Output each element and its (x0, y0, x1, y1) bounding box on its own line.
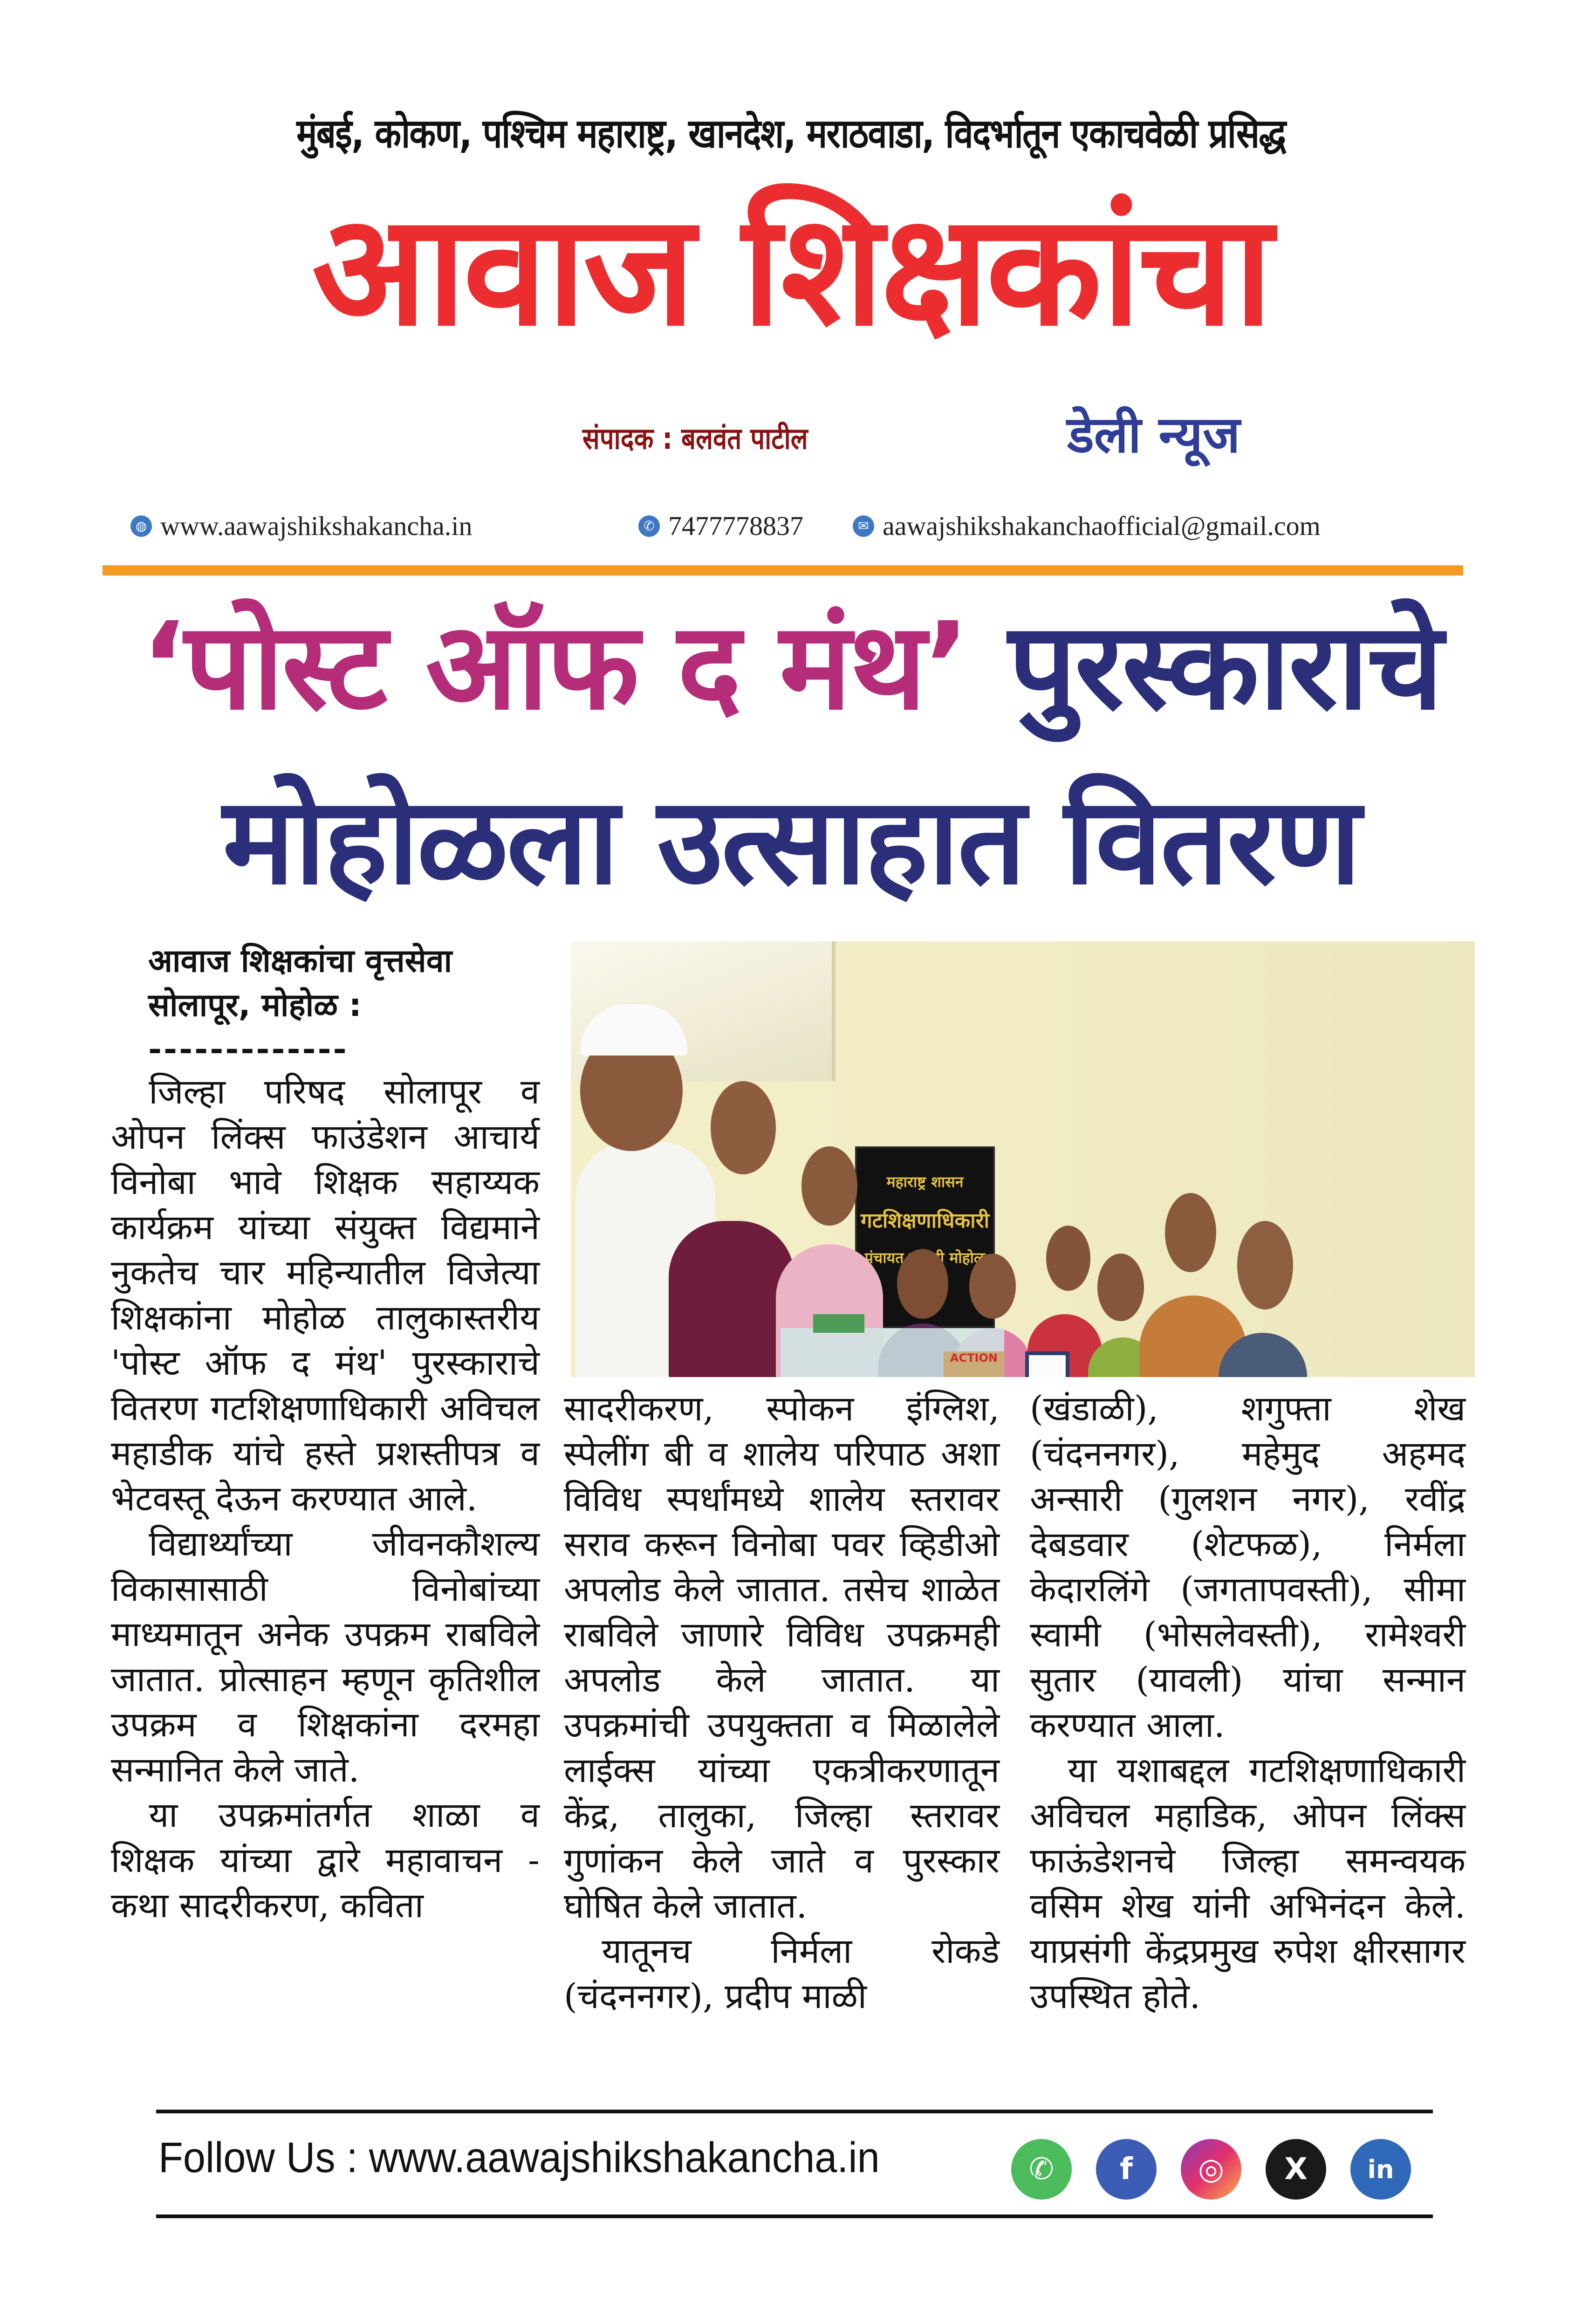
file-folder (813, 1314, 864, 1333)
person-face (711, 1081, 776, 1174)
instagram-icon[interactable]: ◎ (1181, 2139, 1241, 2200)
tagline: मुंबई, कोकण, पश्चिम महाराष्ट्र, खानदेश, मराठवाडा, विदर्भातून एकाचवेळी प्रसिद्ध (296, 110, 1286, 157)
paragraph: या यशाबद्दल गटशिक्षणाधिकारी अविचल महाडिक, ओपन लिंक्स फाऊंडेशनचे जिल्हा समन्वयक वसिम शेख यांनी अभिनंदन केले. याप्रसंगी केंद्रप्रमुख रुपेश क्षीरसागर उपस्थित होते. (1030, 1750, 1466, 2016)
dateline-separator: ------------- (148, 1029, 349, 1068)
mail-icon: ✉ (853, 515, 874, 537)
headline-award-name: ‘पोस्ट ऑफ द मंथ’ (140, 596, 968, 736)
editor-credit: संपादक : बलवंत पाटील (582, 422, 808, 456)
phone-number[interactable]: 7477778837 (668, 511, 803, 541)
headline-award-word: पुरस्काराचे (1008, 596, 1442, 736)
dateline-source: आवाज शिक्षकांचा वृत्तसेवा (148, 943, 452, 980)
person-face (1046, 1226, 1090, 1291)
masthead-title: आवाज शिक्षकांचा (312, 181, 1270, 360)
headline-line-1 (0, 590, 1582, 743)
office-nameplate: महाराष्ट्र शासन गटशिक्षणाधिकारी पंचायत मोहोळ (855, 1146, 995, 1328)
footer-divider-bottom (156, 2214, 1433, 2218)
whatsapp-icon[interactable]: ✆ (1011, 2139, 1072, 2200)
paragraph: यातूनच निर्मला रोकडे (चंदननगर), प्रदीप माळी (564, 1931, 1000, 2016)
person-face (801, 1146, 857, 1226)
certificate (1025, 1351, 1069, 1377)
phone-icon: ✆ (638, 515, 660, 537)
globe-icon: ◍ (130, 515, 152, 537)
paragraph: या उपक्रमांतर्गत शाळा व शिक्षक यांच्या द्वारे महावाचन - कथा सादरीकरण, कविता (111, 1795, 540, 1926)
paragraph: (खंडाळी), शगुफ्ता शेख (चंदननगर), महेमुद अहमद अन्सारी (गुलशन नगर), रवींद्र देबडवार (शेटफळ), निर्मला केदारलिंगे (जगतापवस्ती), सीमा स्वामी (भोसलेवस्ती), रामेश्वरी सुतार (यावली) यांचा सन्मान करण्यात आला. (1030, 1389, 1466, 1745)
person-face (1165, 1193, 1216, 1272)
headline-line-2: मोहोळला उत्साहात वितरण (222, 771, 1360, 911)
article-column-3 (1030, 1386, 1466, 2019)
article-column-2 (564, 1386, 1000, 2019)
linkedin-icon[interactable]: in (1350, 2139, 1411, 2200)
person-face (1237, 1221, 1293, 1309)
website-link[interactable]: www.aawajshikshakancha.in (160, 511, 473, 541)
contact-website[interactable] (130, 510, 472, 542)
contact-email[interactable] (853, 510, 1321, 542)
masthead-subtitle: डेली न्यूज (1067, 406, 1240, 464)
x-twitter-icon[interactable]: X (1266, 2139, 1326, 2200)
facebook-icon[interactable]: f (1096, 2139, 1157, 2200)
article-column-1 (111, 939, 540, 1928)
person-face (969, 1254, 1016, 1319)
contact-bar (130, 510, 1435, 548)
email-link[interactable]: aawajshikshakanchaofficial@gmail.com (883, 511, 1321, 541)
person-face (897, 1249, 948, 1319)
dateline-place: सोलापूर, मोहोळ : (148, 987, 362, 1024)
footer-divider-top (156, 2110, 1433, 2113)
paragraph: सादरीकरण, स्पोकन इंग्लिश, स्पेलींग बी व शालेय परिपाठ अशा विविध स्पर्धांमध्ये शालेय स्तरावर सराव करून विनोबा पवर व्हिडीओ अपलोड केले जातात. तसेच शाळेत राबविले जाणारे विविध उपक्रमही अपलोड केले जातात. या उपक्रमांची उपयुक्तता व मिळालेले लाईक्स यांच्या एकत्रीकरणातून केंद्र, तालुका, जिल्हा स्तरावर गुणांकन केले जाते व पुरस्कार घोषित केले जातात. (564, 1389, 1000, 1926)
social-links (1011, 2139, 1411, 2200)
paragraph: विद्यार्थ्यांच्या जीवनकौशल्य विकासासाठी विनोबांच्या माध्यमातून अनेक उपक्रम राबविले जातात. प्रोत्साहन म्हणून कृतिशील उपक्रम व शिक्षकांना दरमहा सन्मानित केले जाते. (111, 1524, 540, 1790)
jute-bag: ACTION (944, 1351, 1004, 1377)
paragraph: जिल्हा परिषद सोलापूर व ओपन लिंक्स फाउंडेशन आचार्य विनोबा भावे शिक्षक सहाय्यक कार्यक्रम यांच्या संयुक्त विद्यमाने नुकतेच चार महिन्यातील विजेत्या शिक्षकांना मोहोळ तालुकास्तरीय 'पोस्ट ऑफ द मंथ' पुरस्काराचे वितरण गटशिक्षणाधिकारी अविचल महाडीक यांचे हस्ते प्रशस्तीपत्र व भेटवस्तू देऊन करण्यात आले. (111, 1072, 540, 1519)
event-photo (571, 941, 1475, 1377)
header-divider (103, 565, 1463, 576)
person-face (1097, 1254, 1144, 1321)
follow-us-link[interactable]: Follow Us : www.aawajshikshakancha.in (158, 2134, 880, 2181)
contact-phone[interactable] (638, 510, 803, 542)
